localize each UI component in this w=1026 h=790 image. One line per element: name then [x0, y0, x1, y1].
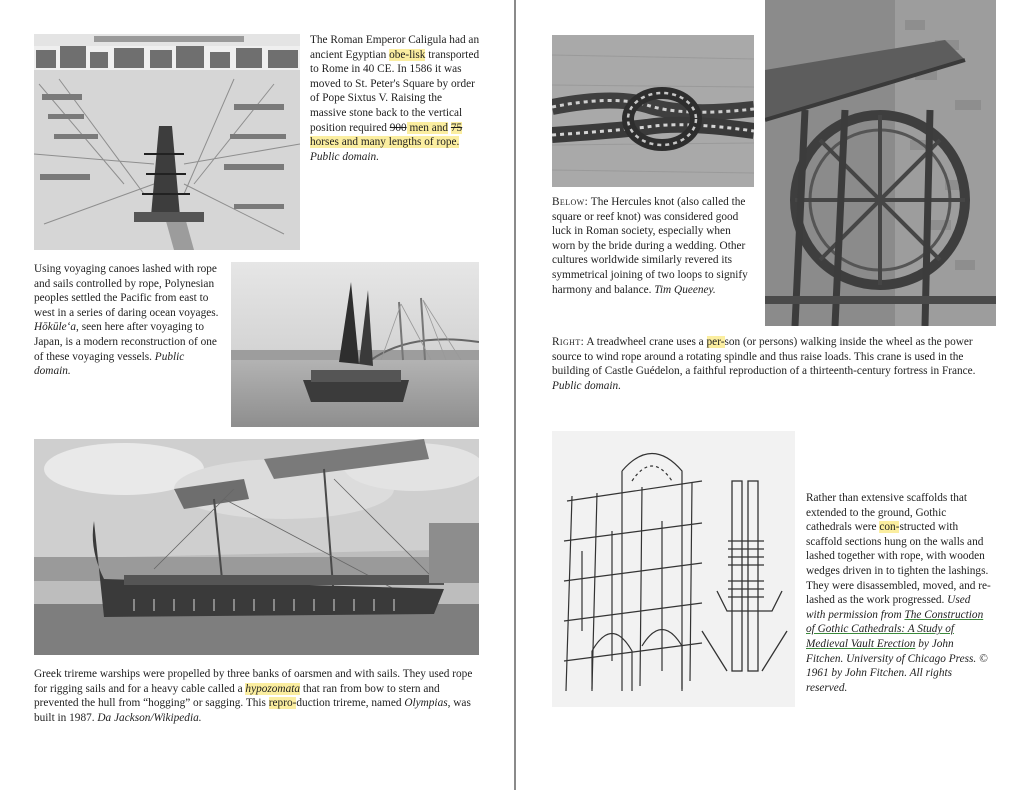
- gothic-text-b: structed with scaffold sections hung on the walls and lashed together with rope, with wooden wedges driven in to tighten the lashings. They were disassembled, moved, and re-lashed as the work progressed.: [806, 521, 991, 607]
- trireme-caption: [34, 667, 479, 725]
- struck-900: 900: [389, 121, 407, 134]
- right-label: Right:: [552, 336, 585, 348]
- below-label: Below:: [552, 196, 589, 208]
- men-highlight: men and: [406, 121, 449, 134]
- hercules-knot-caption: [552, 195, 752, 297]
- crane-text-b: son (or persons) walking inside the wheel as the power source to wind rope around a rotating spindle and thus raise loads. This crane is used in the building of Castle Guédelon, a faithful reproduction of a thirteenth-century fortress in France.: [552, 336, 976, 378]
- hypozomata-highlight: hypozomata: [245, 682, 301, 695]
- gothic-scaffold-drawing: [552, 431, 795, 707]
- treadwheel-crane-caption: [552, 335, 994, 393]
- treadwheel-crane-photo: [765, 0, 996, 326]
- horses-highlight: horses and many lengths of rope.: [310, 136, 460, 149]
- repro-highlight: repro-: [268, 697, 297, 710]
- hokulea-caption: [34, 262, 222, 379]
- caligula-credit: Public domain.: [310, 150, 380, 163]
- caligula-text-b: transported to Rome in 40 CE. In 1586 it was moved to St. Peter's Square by order of Pope Sixtus V. Raising the massive stone back to the vertical position required: [310, 48, 480, 134]
- caligula-text-a: The Roman Emperor Caligula had an ancient Egyptian: [310, 34, 480, 61]
- hokulea-name: Hōkūleʻa: [34, 321, 77, 334]
- gothic-credit-a: Used with permission from: [806, 594, 971, 621]
- knot-text: The Hercules knot (also called the square or reef knot) was considered good luck in Roman society, especially when worn by the bride during a wedding. Other cultures worldwide similarly revered its symmetrical joining of two loops to signify harmony and balance.: [552, 196, 748, 296]
- hokulea-canoe-photo: [231, 262, 479, 427]
- crane-credit: Public domain.: [552, 379, 622, 392]
- trireme-photo: [34, 439, 479, 655]
- con-highlight: con-: [879, 521, 900, 534]
- gothic-book-title: The Construction of Gothic Cathedrals: A Study of Medieval Vault Erection: [806, 608, 984, 650]
- struck-75: 75: [450, 121, 463, 134]
- gothic-text-a: Rather than extensive scaffolds that extended to the ground, Gothic cathedrals were: [806, 492, 968, 534]
- book-spine-divider: [514, 0, 516, 790]
- hokulea-credit: Public domain.: [34, 350, 185, 378]
- trireme-text-a: Greek trireme warships were propelled by three banks of oarsmen and with sails. They used rope for rigging sails and for a heavy cable called a: [34, 668, 473, 695]
- hokulea-text-a: Using voyaging canoes lashed with rope and sails controlled by rope, Polynesian peoples settled the Pacific from east to west in a series of daring ocean voyages.: [34, 263, 219, 319]
- trireme-text-b: that ran from bow to stern and prevented the hull from “hogging” or sagging. This: [34, 682, 440, 710]
- person-highlight: per-: [706, 336, 725, 348]
- obelisk-engraving-image: [34, 34, 300, 250]
- trireme-credit: Da Jackson/Wikipedia.: [94, 711, 202, 724]
- hercules-knot-photo: [552, 35, 754, 187]
- trireme-text-c: duction trireme, named: [296, 697, 405, 710]
- gothic-credit-b: by John Fitchen. University of Chicago Press. © 1961 by John Fitchen. All rights reserved.: [806, 637, 988, 694]
- right-page: [517, 0, 1026, 790]
- obelisk-highlight: obe-lisk: [389, 48, 426, 61]
- olympias-name: Olympias: [404, 697, 448, 710]
- caligula-obelisk-caption: [310, 33, 480, 164]
- knot-credit: Tim Queeney.: [651, 283, 716, 296]
- gothic-scaffold-caption: [806, 491, 992, 695]
- trireme-text-d: , was built in 1987.: [34, 697, 471, 724]
- crane-text-a: A treadwheel crane uses a: [584, 336, 707, 348]
- hokulea-text-b: , seen here after voyaging to Japan, is a modern reconstruction of one of these voyaging vessels.: [34, 321, 217, 363]
